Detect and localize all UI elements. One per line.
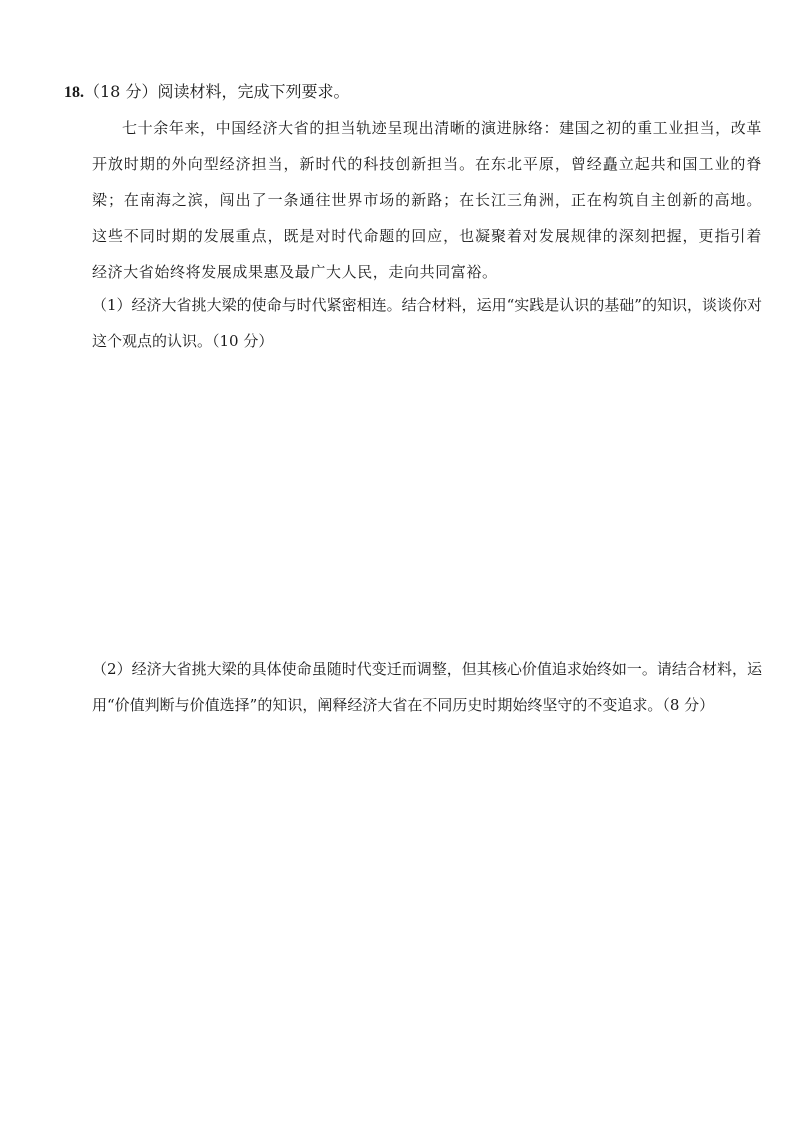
sub-question-1: （1）经济大省挑大梁的使命与时代紧密相连。结合材料，运用“实践是认识的基础”的知识，谈谈你对这个观点的认识。（10 分）	[92, 296, 762, 350]
answer-area-1[interactable]	[92, 360, 762, 630]
question-number: 18.	[64, 84, 84, 101]
answer-area-2[interactable]	[92, 760, 762, 1100]
material-paragraph: 七十余年来，中国经济大省的担当轨迹呈现出清晰的演进脉络：建国之初的重工业担当，改革开放时期的外向型经济担当，新时代的科技创新担当。在东北平原，曾经矗立起共和国工业的脊梁；在南海之滨，闯出了一条通往世界市场的新路；在长江三角洲，正在构筑自主创新的高地。这些不同时期的发展重点，既是对时代命题的回应，也凝聚着对发展规律的深刻把握，更指引着经济大省始终将发展成果惠及最广大人民，走向共同富裕。	[92, 119, 762, 281]
sub-question-2: （2）经济大省挑大梁的具体使命虽随时代变迁而调整，但其核心价值追求始终如一。请结合材料，运用“价值判断与价值选择”的知识，阐释经济大省在不同历史时期始终坚守的不变追求。（8 分）	[92, 660, 762, 714]
question-header	[64, 80, 349, 105]
question-instruction: （18 分）阅读材料，完成下列要求。	[84, 82, 350, 101]
